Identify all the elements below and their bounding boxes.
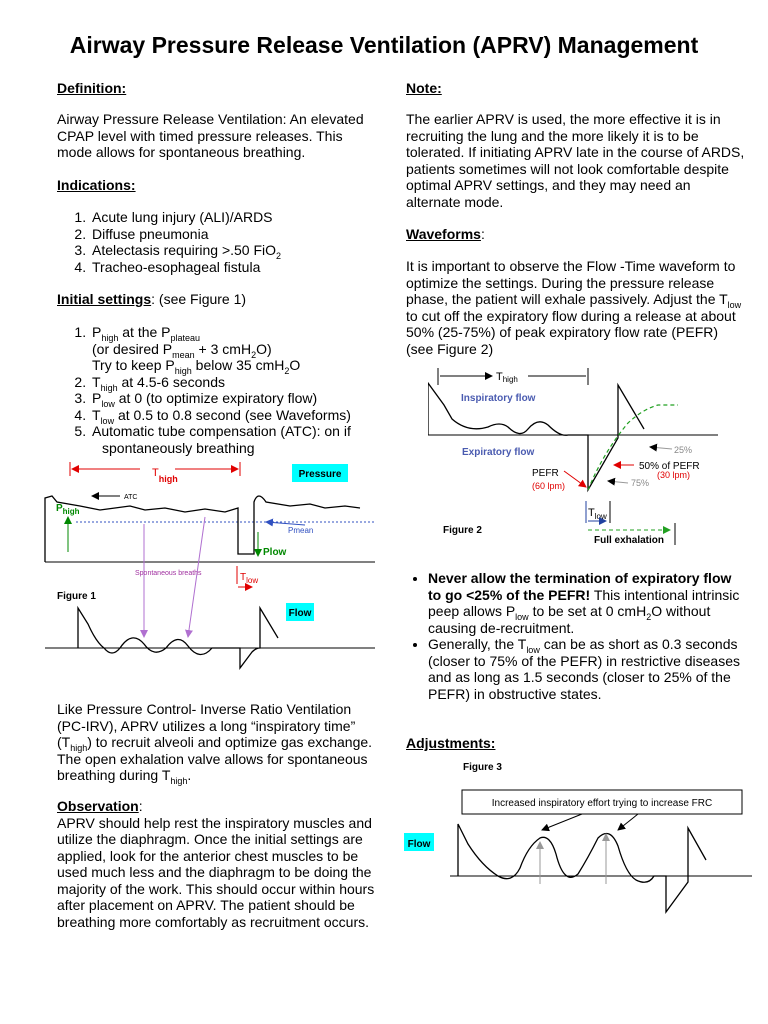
text: below 35 cmH (191, 357, 285, 373)
indications-list (57, 209, 377, 275)
fig1-thigh-label: $T_{high}$ (152, 467, 178, 484)
text: Like Pressure Control- Inverse Ratio Ventilation (PC-IRV), APRV utilizes a long “inspiratory time” (T (57, 701, 356, 750)
fig1-phigh-label: $P_{high}$ (56, 503, 80, 516)
subscript: low (526, 644, 540, 655)
figure-3-diagram (402, 758, 752, 933)
figure-2-diagram (428, 365, 728, 553)
colon: : (138, 798, 143, 814)
pcirv-paragraph (57, 701, 377, 784)
text: can be as short as 0.3 seconds (closer to 75% of the PEFR) in restrictive diseases and as long as 1.5 seconds (closer to 25% of the PEFR) in obstructive states. (428, 636, 741, 702)
waveforms-text-block (406, 258, 746, 357)
indications-list-block (57, 209, 377, 275)
waveforms-heading: Waveforms (406, 226, 481, 242)
flow-waveform (78, 608, 278, 668)
text: spontaneously breathing (102, 439, 255, 456)
indication-text: Tracheo-esophageal fistula (92, 258, 261, 275)
observation-text: APRV should help rest the inspiratory muscles and utilize the diaphragm. Once the initial settings are applied, look for the anterior chest muscles to be used much less and the diaphragm to be doing the majority of the work. This should occur within hours after placement on APRV. The patient should be breathing more comfortably as recruitment occurs. (57, 814, 375, 930)
subscript: mean (172, 349, 195, 360)
adjustments-heading: Adjustments: (406, 735, 496, 751)
box-arrow-right (618, 814, 638, 830)
list-item (90, 423, 377, 456)
fig2-pefr-value: (60 lpm) (532, 481, 566, 491)
fig2-caption: Figure 2 (443, 525, 482, 536)
indication-text: Atelectasis requiring >.50 FiO (92, 242, 277, 258)
text: This intentional intrinsic peep allows P (428, 586, 740, 619)
text: Automatic tube compensation (ATC): on if (92, 423, 351, 439)
fig1-caption: Figure 1 (57, 591, 96, 602)
flow-waveform (458, 824, 706, 912)
subscript: low (515, 611, 529, 622)
text: P (92, 324, 102, 340)
text: It is important to observe the Flow -Time waveform to optimize the settings. During the pressure release phase, the patient will exhale passively. Adjust the T (406, 258, 736, 307)
figure-1-diagram (40, 462, 390, 670)
note-heading-block (406, 80, 746, 97)
waveforms-text (406, 258, 746, 357)
text: T (92, 373, 101, 390)
subscript: 2 (646, 611, 652, 622)
list-item (90, 390, 377, 407)
text: Try to keep P (92, 357, 175, 373)
text: O) (256, 340, 272, 357)
fig1-spontaneous-label: Spontaneous breaths (135, 570, 202, 577)
fig2-75-label: 75% (631, 478, 650, 488)
indication-text: Acute lung injury (ALI)/ARDS (92, 209, 273, 225)
list-item (90, 407, 377, 424)
subscript: 2 (276, 250, 282, 261)
indications-heading: Indications: (57, 177, 136, 193)
list-item (90, 324, 377, 374)
observation-section (57, 798, 377, 930)
colon: : (480, 226, 485, 242)
text: . (187, 767, 192, 783)
text: O (289, 357, 301, 373)
fig2-full-exhalation-label: Full exhalation (594, 535, 665, 546)
fig2-thigh-label: Thigh (496, 371, 518, 384)
bullet-list (406, 570, 746, 702)
text: at 0.5 to 0.8 second (see Waveforms) (114, 406, 351, 423)
fig2-50-label: 50% of PEFR (639, 461, 700, 472)
note-text-block (406, 111, 746, 210)
definition-text-block (57, 111, 377, 161)
subscript: plateau (170, 332, 201, 343)
definition-heading: Definition: (57, 80, 127, 96)
fig1-pressure-label: Pressure (298, 469, 342, 480)
text: at 4.5-6 seconds (117, 373, 225, 390)
fig2-pefr-label: PEFR (532, 468, 559, 479)
page-title: Airway Pressure Release Ventilation (APRV) Management (69, 32, 699, 58)
bullets-block (406, 570, 746, 702)
list-item (90, 374, 377, 391)
text: (or desired P (92, 340, 173, 357)
p25-arrow (650, 447, 672, 449)
fig3-caption: Figure 3 (463, 762, 502, 773)
text: to be set at 0 cmH (528, 603, 647, 619)
text: T (92, 406, 101, 423)
list-item (90, 259, 377, 276)
text: ) to recruit alveoli and optimize gas exchange. The open exhalation valve allows for spontaneous breathing during T (57, 734, 373, 783)
subscript: low (100, 415, 115, 426)
subscript: 2 (251, 349, 257, 360)
fig1-flow-label: Flow (288, 608, 312, 619)
indication-text: Diffuse pneumonia (92, 225, 209, 242)
fig1-tlow-label: $T_{low}$ (240, 572, 259, 585)
fig1-pmean-label: Pmean (288, 526, 314, 535)
subscript: high (174, 365, 192, 376)
pcirv-text (57, 701, 377, 784)
spont-line-2 (188, 517, 205, 637)
subscript: low (101, 398, 115, 409)
box-arrow-left (542, 814, 582, 830)
initial-settings-heading-block (57, 291, 377, 308)
fig2-tlow-label: $T_{low}$ (588, 507, 607, 521)
fig1-plow-label: Plow (263, 547, 287, 558)
pefr-arrow (564, 471, 586, 487)
fig2-inspiratory-label: Inspiratory flow (461, 393, 536, 404)
note-heading: Note: (406, 80, 442, 96)
initial-settings-list-block (57, 324, 377, 456)
subscript: high (100, 382, 118, 393)
subscript: high (170, 775, 188, 786)
text: Generally, the T (428, 636, 527, 652)
text: O without causing de-recruitment. (428, 603, 711, 636)
subscript: high (101, 332, 119, 343)
fig2-expiratory-label: Expiratory flow (462, 447, 535, 458)
fig2-25-label: 25% (674, 445, 693, 455)
text: at 0 (to optimize expiratory flow) (114, 390, 318, 406)
list-item (428, 570, 746, 636)
text: to cut off the expiratory flow during a release at about 50% (25-75%) of peak expiratory flow rate (PEFR) (see Figure 2) (406, 307, 736, 357)
subscript: low (727, 299, 742, 310)
subscript: high (70, 742, 88, 753)
list-item (90, 226, 377, 243)
fig1-atc-label: ATC (124, 494, 138, 501)
adjustments-heading-block (406, 735, 746, 752)
initial-settings-list (57, 324, 377, 456)
text: P (92, 390, 102, 406)
waveforms-heading-block (406, 226, 746, 243)
indications-heading-block (57, 177, 377, 194)
initial-settings-suffix: : (see Figure 1) (151, 291, 247, 307)
subscript: 2 (284, 365, 290, 376)
p75-arrow (608, 481, 628, 483)
observation-heading: Observation (57, 798, 139, 814)
fig3-box-text: Increased inspiratory effort trying to increase FRC (491, 798, 713, 809)
list-item (428, 636, 746, 702)
definition-text: Airway Pressure Release Ventilation: An elevated CPAP level with timed pressure releases. This mode allows for spontaneous breathing. (57, 111, 364, 160)
definition-section (57, 80, 377, 97)
note-text: The earlier APRV is used, the more effective it is in recruiting the lung and the more likely it is to be tolerated. If initiating APRV late in the course of ARDS, patients sometimes will not look comfortable despite optimal APRV settings, and they may need an alternate mode. (406, 111, 745, 210)
list-item (90, 209, 377, 226)
text: + 3 cmH (194, 340, 252, 357)
text: at the P (118, 324, 171, 340)
fig3-flow-label: Flow (407, 839, 431, 850)
bold-text: Never allow the termination of expiratory flow to go <25% of the PEFR! (428, 570, 732, 603)
initial-settings-heading: Initial settings (57, 291, 152, 307)
list-item (90, 242, 377, 259)
fig2-50-value: (30 lpm) (657, 470, 691, 480)
